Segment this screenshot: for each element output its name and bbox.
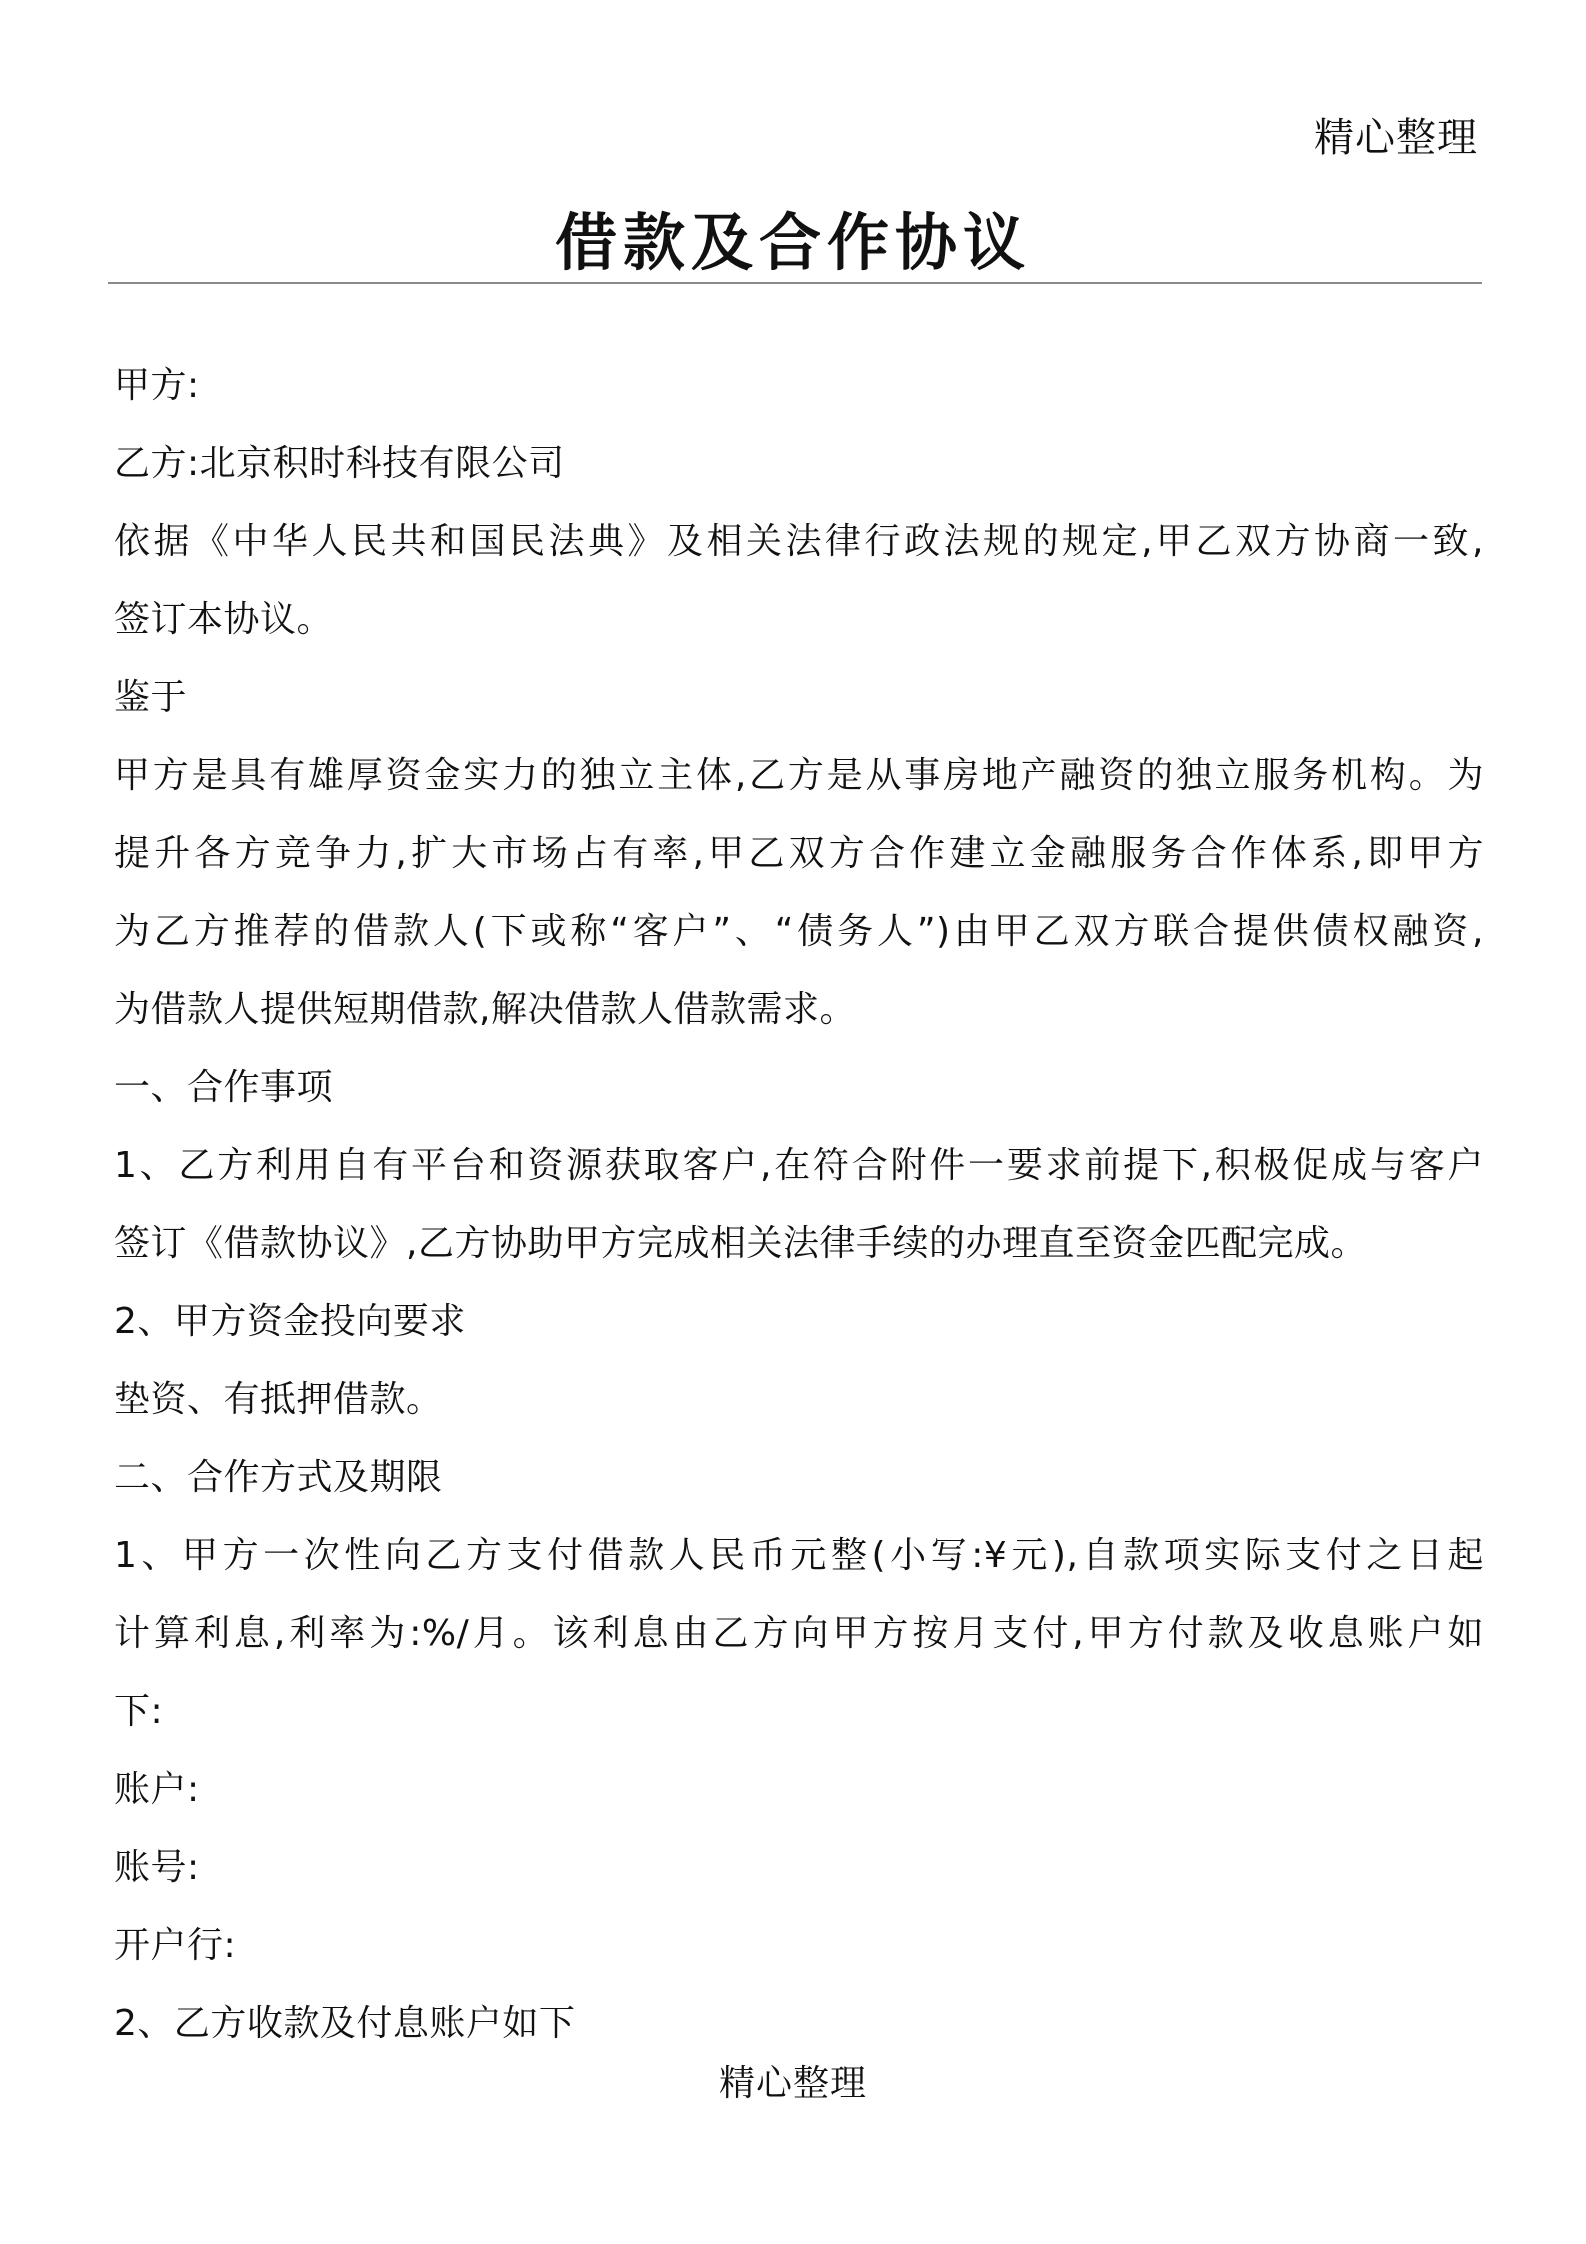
text-line: 为乙方推荐的借款人(下或称“客户”、“债务人”)由甲乙双方联合提供债权融资, [114, 911, 1484, 952]
text-line: 1、甲方一次性向乙方支付借款人民币元整(小写:¥元),自款项实际支付之日起 [114, 1535, 1484, 1576]
text-line: 鉴于 [114, 677, 188, 718]
footer-note: 精心整理 [718, 2063, 867, 2104]
text-line: 下: [114, 1691, 164, 1732]
text-line: 甲方是具有雄厚资金实力的独立主体,乙方是从事房地产融资的独立服务机构。为 [114, 755, 1484, 796]
text-line: 甲方: [114, 365, 200, 406]
text-line: 计算利息,利率为:%/月。该利息由乙方向甲方按月支付,甲方付款及收息账户如 [114, 1613, 1484, 1654]
text-line: 提升各方竞争力,扩大市场占有率,甲乙双方合作建立金融服务合作体系,即甲方 [114, 833, 1484, 874]
text-line: 签订《借款协议》,乙方协助甲方完成相关法律手续的办理直至资金匹配完成。 [114, 1223, 1367, 1264]
text-line: 账号: [114, 1847, 200, 1888]
header-note: 精心整理 [1314, 115, 1478, 161]
text-line: 乙方:北京积时科技有限公司 [114, 443, 565, 484]
section-heading: 一、合作事项 [114, 1067, 334, 1108]
document-body [114, 347, 1484, 2063]
text-line: 依据《中华人民共和国民法典》及相关法律行政法规的规定,甲乙双方协商一致, [114, 521, 1484, 562]
text-line: 1、乙方利用自有平台和资源获取客户,在符合附件一要求前提下,积极促成与客户 [114, 1145, 1484, 1186]
text-line: 2、乙方收款及付息账户如下 [114, 2003, 576, 2044]
section-heading: 二、合作方式及期限 [114, 1457, 443, 1498]
text-line: 签订本协议。 [114, 599, 334, 640]
document-title: 借款及合作协议 [554, 206, 1031, 279]
text-line: 开户行: [114, 1925, 237, 1966]
text-line: 2、甲方资金投向要求 [114, 1301, 466, 1342]
text-line: 账户: [114, 1769, 200, 1810]
text-line: 垫资、有抵押借款。 [114, 1379, 443, 1420]
text-line: 为借款人提供短期借款,解决借款人借款需求。 [114, 989, 856, 1030]
title-divider [108, 282, 1482, 284]
